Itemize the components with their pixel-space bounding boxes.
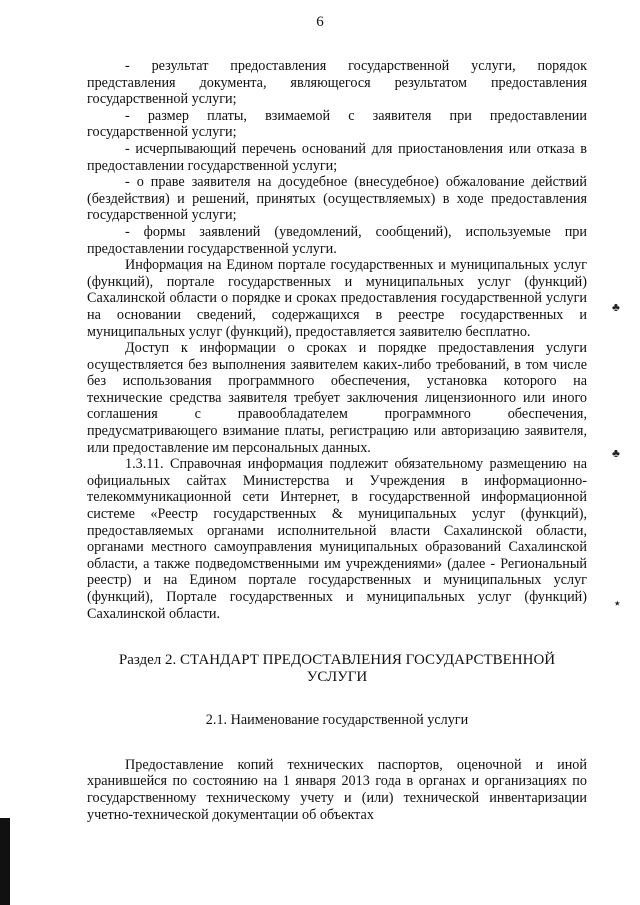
margin-mark-2: ♣ bbox=[612, 446, 620, 460]
paragraph-portal-info: Информация на Едином портале государственных и муниципальных услуг (функций), портале государственных и муниципальных услуг (функций) Сахалинской области о порядке и сроках предоставления государственной услуги на основании сведений, содержащихся в реестре государственных и муниципальных услуг (функций), предоставляется заявителю бесплатно. bbox=[87, 257, 587, 340]
margin-mark-1: ♣ bbox=[612, 300, 620, 314]
section-title: Раздел 2. СТАНДАРТ ПРЕДОСТАВЛЕНИЯ ГОСУДАРСТВЕННОЙ УСЛУГИ bbox=[118, 652, 556, 686]
document-body bbox=[87, 58, 587, 823]
paragraph-1-3-11: 1.3.11. Справочная информация подлежит обязательному размещению на официальных сайтах Министерства и Учреждения в информационно-телекоммуникационной сети Интернет, в государственной информационной системе «Реестр государственных & муниципальных услуг (функций), предоставляемых органами исполнительной власти Сахалинской области, органами местного самоуправления муниципальных образований Сахалинской области, а также подведомственными им учреждениями» (далее - Региональный реестр) и на Едином портале государственных и муниципальных услуг (функций), Портале государственных и муниципальных услуг (функций) Сахалинской области. bbox=[87, 456, 587, 622]
binding-bar bbox=[0, 818, 10, 905]
paragraph-access: Доступ к информации о сроках и порядке предоставления услуги осуществляется без выполнения заявителем каких-либо требований, в том числе без использования программного обеспечения, установка которого на технические средства заявителя требует заключения лицензионного или иного соглашения с правообладателем программного обеспечения, предусматривающего взимание платы, регистрацию или авторизацию заявителя, или предоставление им персональных данных. bbox=[87, 340, 587, 456]
list-item-grounds: - исчерпывающий перечень оснований для приостановления или отказа в предоставлении государственной услуги; bbox=[87, 140, 587, 174]
margin-mark-3: ٭ bbox=[614, 596, 621, 610]
paragraph-service-name: Предоставление копий технических паспортов, оценочной и иной хранившейся по состоянию на 1 января 2013 года в органах и организациях по государственному техническому учету и (или) технической инвентаризации учетно-технической документации об объектах bbox=[87, 756, 587, 823]
spacer bbox=[87, 729, 587, 757]
subsection-title: 2.1. Наименование государственной услуги bbox=[205, 712, 469, 729]
list-item-fee: - размер платы, взимаемой с заявителя при предоставлении государственной услуги; bbox=[87, 107, 587, 141]
list-item-forms: - формы заявлений (уведомлений, сообщений), используемые при предоставлении государственной услуги. bbox=[87, 223, 587, 257]
list-item-result: - результат предоставления государственной услуги, порядок представления документа, являющегося результатом предоставления государственной услуги; bbox=[87, 58, 587, 108]
list-item-appeal: - о праве заявителя на досудебное (внесудебное) обжалование действий (бездействия) и решений, принятых (осуществляемых) в ходе предоставления государственной услуги; bbox=[87, 174, 587, 224]
page-number: 6 bbox=[316, 14, 324, 30]
